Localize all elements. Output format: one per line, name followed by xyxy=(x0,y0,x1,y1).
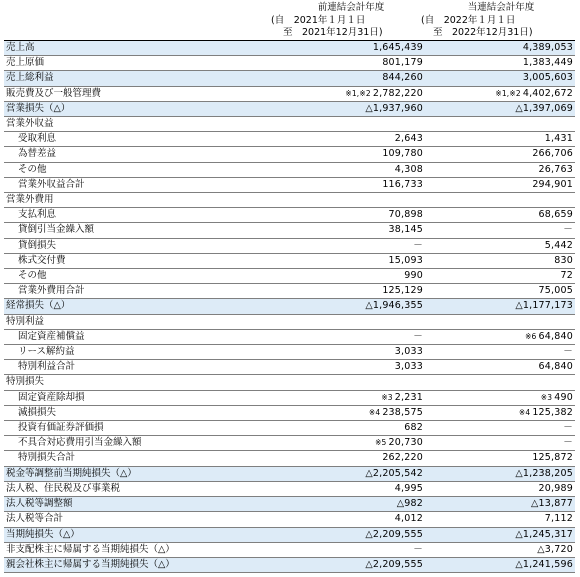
table-row xyxy=(4,542,575,557)
prior-value: 70,898 xyxy=(388,209,423,221)
current-value-cell xyxy=(425,284,575,299)
prior-value-cell xyxy=(275,527,425,542)
current-value: 64,840 xyxy=(538,361,573,373)
current-value-cell xyxy=(425,329,575,344)
prior-value: 682 xyxy=(404,422,423,434)
table-row xyxy=(4,466,575,481)
prior-value-cell xyxy=(275,512,425,527)
note-reference: ※3 xyxy=(540,392,553,402)
prior-value: － xyxy=(413,330,423,342)
prior-value: △1,937,960 xyxy=(365,102,423,114)
row-label: 特別利益合計 xyxy=(4,360,275,375)
note-reference: ※3 xyxy=(381,392,393,402)
prior-value-cell xyxy=(275,269,425,284)
current-value: △1,177,173 xyxy=(515,300,573,312)
current-value-cell xyxy=(425,208,575,223)
prior-value: － xyxy=(413,239,423,251)
table-row xyxy=(4,284,575,299)
current-value-cell xyxy=(425,269,575,284)
table-row xyxy=(4,162,575,177)
row-label: 支払利息 xyxy=(4,208,275,223)
prior-value: 990 xyxy=(404,270,423,282)
prior-value: 801,179 xyxy=(382,57,423,69)
current-value-cell xyxy=(425,512,575,527)
row-label: その他 xyxy=(4,162,275,177)
current-value: 75,005 xyxy=(538,285,573,297)
prior-value-cell xyxy=(275,360,425,375)
prior-value: 3,033 xyxy=(394,361,423,373)
prior-value-cell xyxy=(275,147,425,162)
prior-value-cell xyxy=(275,557,425,572)
row-label: 税金等調整前当期純損失（△） xyxy=(4,466,275,481)
table-row xyxy=(4,451,575,466)
current-value: 490 xyxy=(554,391,573,403)
prior-value-cell xyxy=(275,193,425,208)
table-row xyxy=(4,208,575,223)
table-row xyxy=(4,177,575,192)
current-value-cell xyxy=(425,238,575,253)
table-row xyxy=(4,101,575,116)
row-label: 売上総利益 xyxy=(4,71,275,86)
prior-value: 2,782,220 xyxy=(372,87,423,99)
prior-value-cell xyxy=(275,542,425,557)
current-value: △1,397,069 xyxy=(515,102,573,114)
prior-value: 116,733 xyxy=(382,178,423,190)
note-reference: ※6 xyxy=(525,331,537,341)
prior-value-cell xyxy=(275,71,425,86)
prior-value-cell xyxy=(275,345,425,360)
current-value-cell xyxy=(425,147,575,162)
current-value-cell xyxy=(425,405,575,420)
current-value: 68,659 xyxy=(538,209,573,221)
table-row xyxy=(4,71,575,86)
row-label: 営業外収益合計 xyxy=(4,177,275,192)
table-row xyxy=(4,299,575,314)
current-value: 3,005,603 xyxy=(522,72,573,84)
current-value-cell xyxy=(425,360,575,375)
prior-value: 2,231 xyxy=(394,391,423,403)
current-year-from: (自 2022年１月１日 xyxy=(421,14,516,26)
prior-year-from: (自 2021年１月１日 xyxy=(271,14,366,26)
current-value: － xyxy=(563,346,573,358)
prior-value: △2,209,555 xyxy=(365,558,423,570)
current-value: △1,245,317 xyxy=(515,528,573,540)
prior-value: 844,260 xyxy=(382,72,423,84)
prior-value-cell xyxy=(275,436,425,451)
row-label: 不具合対応費用引当金繰入額 xyxy=(4,436,275,451)
prior-value: 4,012 xyxy=(394,513,423,525)
prior-value-cell xyxy=(275,132,425,147)
current-value: △1,241,596 xyxy=(515,558,573,570)
current-value-cell xyxy=(425,117,575,132)
prior-value-cell xyxy=(275,253,425,268)
current-value: 125,382 xyxy=(532,406,573,418)
row-label: 親会社株主に帰属する当期純損失（△） xyxy=(4,557,275,572)
current-value-cell xyxy=(425,86,575,101)
current-value: 294,901 xyxy=(532,178,573,190)
prior-value-cell xyxy=(275,299,425,314)
current-value-cell xyxy=(425,314,575,329)
current-value-cell xyxy=(425,451,575,466)
table-row xyxy=(4,147,575,162)
prior-value: △2,205,542 xyxy=(365,467,423,479)
prior-value-cell xyxy=(275,497,425,512)
prior-value: 20,730 xyxy=(388,437,423,449)
current-value: 26,763 xyxy=(538,163,573,175)
table-row xyxy=(4,390,575,405)
prior-value-cell xyxy=(275,284,425,299)
table-row xyxy=(4,405,575,420)
current-year-title: 当連結会計年度 xyxy=(467,2,535,13)
prior-value-cell xyxy=(275,314,425,329)
prior-value-cell xyxy=(275,451,425,466)
prior-value-cell xyxy=(275,177,425,192)
prior-value: 238,575 xyxy=(382,406,423,418)
table-row xyxy=(4,360,575,375)
row-label: 固定資産除却損 xyxy=(4,390,275,405)
row-label: 貸倒引当金繰入額 xyxy=(4,223,275,238)
row-label: 受取利息 xyxy=(4,132,275,147)
current-value-cell xyxy=(425,299,575,314)
prior-value: － xyxy=(413,543,423,555)
current-value: 125,872 xyxy=(532,452,573,464)
row-label: 投資有価証券評価損 xyxy=(4,421,275,436)
current-value: △13,877 xyxy=(531,498,573,510)
prior-year-title: 前連結会計年度 xyxy=(317,2,385,13)
note-reference: ※1,※2 xyxy=(345,88,371,98)
table-row xyxy=(4,132,575,147)
current-value-cell xyxy=(425,466,575,481)
table-row xyxy=(4,421,575,436)
table-row xyxy=(4,527,575,542)
current-value: 5,442 xyxy=(544,239,573,251)
table-row xyxy=(4,314,575,329)
prior-value-cell xyxy=(275,86,425,101)
prior-value-cell xyxy=(275,117,425,132)
table-row xyxy=(4,223,575,238)
prior-value-cell xyxy=(275,41,425,56)
row-label: 売上原価 xyxy=(4,56,275,71)
current-value-cell xyxy=(425,41,575,56)
row-label: 特別利益 xyxy=(4,314,275,329)
current-value-cell xyxy=(425,132,575,147)
current-value: △3,720 xyxy=(537,543,573,555)
current-value-cell xyxy=(425,527,575,542)
row-label: 営業外費用 xyxy=(4,193,275,208)
current-value-cell xyxy=(425,390,575,405)
current-value: 20,989 xyxy=(538,482,573,494)
prior-value: 262,220 xyxy=(382,452,423,464)
prior-value-cell xyxy=(275,405,425,420)
table-row xyxy=(4,512,575,527)
row-label: リース解約益 xyxy=(4,345,275,360)
current-value-cell xyxy=(425,193,575,208)
table-row xyxy=(4,375,575,390)
table-row xyxy=(4,56,575,71)
table-row xyxy=(4,481,575,496)
prior-value: △2,209,555 xyxy=(365,528,423,540)
row-label: 営業外費用合計 xyxy=(4,284,275,299)
prior-value-cell xyxy=(275,101,425,116)
column-header xyxy=(0,0,580,42)
prior-value-cell xyxy=(275,329,425,344)
prior-value-cell xyxy=(275,466,425,481)
row-label: 販売費及び一般管理費 xyxy=(4,86,275,101)
current-year-to: 至 2022年12月31日) xyxy=(433,27,533,38)
current-value-cell xyxy=(425,223,575,238)
prior-value-cell xyxy=(275,481,425,496)
table-row xyxy=(4,117,575,132)
current-value-cell xyxy=(425,436,575,451)
row-label: 営業損失（△） xyxy=(4,101,275,116)
prior-value-cell xyxy=(275,421,425,436)
row-label: 経常損失（△） xyxy=(4,299,275,314)
row-label: 貸倒損失 xyxy=(4,238,275,253)
current-value: 4,389,053 xyxy=(522,42,573,53)
row-label: 非支配株主に帰属する当期純損失（△） xyxy=(4,542,275,557)
table-row xyxy=(4,436,575,451)
prior-value: 38,145 xyxy=(388,224,423,236)
prior-value: 4,995 xyxy=(394,482,423,494)
prior-value-cell xyxy=(275,208,425,223)
table-row xyxy=(4,193,575,208)
prior-value: 109,780 xyxy=(382,148,423,160)
row-label: 売上高 xyxy=(4,41,275,56)
note-reference: ※4 xyxy=(368,407,381,417)
current-year-header xyxy=(421,2,571,40)
note-reference: ※5 xyxy=(375,438,387,448)
current-value: △1,238,205 xyxy=(515,467,573,479)
row-label: その他 xyxy=(4,269,275,284)
note-reference: ※4 xyxy=(518,407,531,417)
current-value: 4,402,672 xyxy=(522,87,573,99)
current-value-cell xyxy=(425,253,575,268)
prior-value: 125,129 xyxy=(382,285,423,297)
prior-value-cell xyxy=(275,238,425,253)
prior-value: △982 xyxy=(396,498,423,510)
prior-value-cell xyxy=(275,56,425,71)
table-row xyxy=(4,238,575,253)
current-value: － xyxy=(563,437,573,449)
row-label: 特別損失合計 xyxy=(4,451,275,466)
table-row xyxy=(4,41,575,56)
prior-value-cell xyxy=(275,390,425,405)
prior-year-to: 至 2021年12月31日) xyxy=(283,27,383,38)
current-value-cell xyxy=(425,542,575,557)
table-row xyxy=(4,329,575,344)
row-label: 当期純損失（△） xyxy=(4,527,275,542)
prior-value-cell xyxy=(275,162,425,177)
table-row xyxy=(4,86,575,101)
row-label: 固定資産補償益 xyxy=(4,329,275,344)
prior-value: 1,645,439 xyxy=(372,42,423,53)
current-value-cell xyxy=(425,101,575,116)
prior-value-cell xyxy=(275,223,425,238)
current-value-cell xyxy=(425,497,575,512)
row-label: 法人税、住民税及び事業税 xyxy=(4,481,275,496)
current-value: － xyxy=(563,224,573,236)
current-value-cell xyxy=(425,375,575,390)
table-row xyxy=(4,497,575,512)
current-value: 830 xyxy=(554,254,573,266)
current-value-cell xyxy=(425,56,575,71)
prior-value: 2,643 xyxy=(394,133,423,145)
row-label: 営業外収益 xyxy=(4,117,275,132)
row-label: 特別損失 xyxy=(4,375,275,390)
current-value-cell xyxy=(425,345,575,360)
current-value-cell xyxy=(425,177,575,192)
current-value-cell xyxy=(425,162,575,177)
statement-table xyxy=(4,41,575,573)
row-label: 法人税等調整額 xyxy=(4,497,275,512)
prior-value: 3,033 xyxy=(394,346,423,358)
prior-value: 15,093 xyxy=(388,254,423,266)
prior-value-cell xyxy=(275,375,425,390)
current-value: 72 xyxy=(560,270,573,282)
table-row xyxy=(4,557,575,572)
current-value: 266,706 xyxy=(532,148,573,160)
prior-year-header xyxy=(271,2,421,40)
row-label: 法人税等合計 xyxy=(4,512,275,527)
table-row xyxy=(4,269,575,284)
note-reference: ※1,※2 xyxy=(495,88,521,98)
current-value-cell xyxy=(425,481,575,496)
row-label: 株式交付費 xyxy=(4,253,275,268)
row-label: 減損損失 xyxy=(4,405,275,420)
table-row xyxy=(4,345,575,360)
current-value-cell xyxy=(425,71,575,86)
current-value: 7,112 xyxy=(544,513,573,525)
current-value: 1,383,449 xyxy=(522,57,573,69)
prior-value: 4,308 xyxy=(394,163,423,175)
current-value: 1,431 xyxy=(544,133,573,145)
row-label: 為替差益 xyxy=(4,147,275,162)
current-value-cell xyxy=(425,557,575,572)
prior-value: △1,946,355 xyxy=(365,300,423,312)
table-row xyxy=(4,253,575,268)
current-value: 64,840 xyxy=(538,330,573,342)
current-value-cell xyxy=(425,421,575,436)
current-value: － xyxy=(563,422,573,434)
